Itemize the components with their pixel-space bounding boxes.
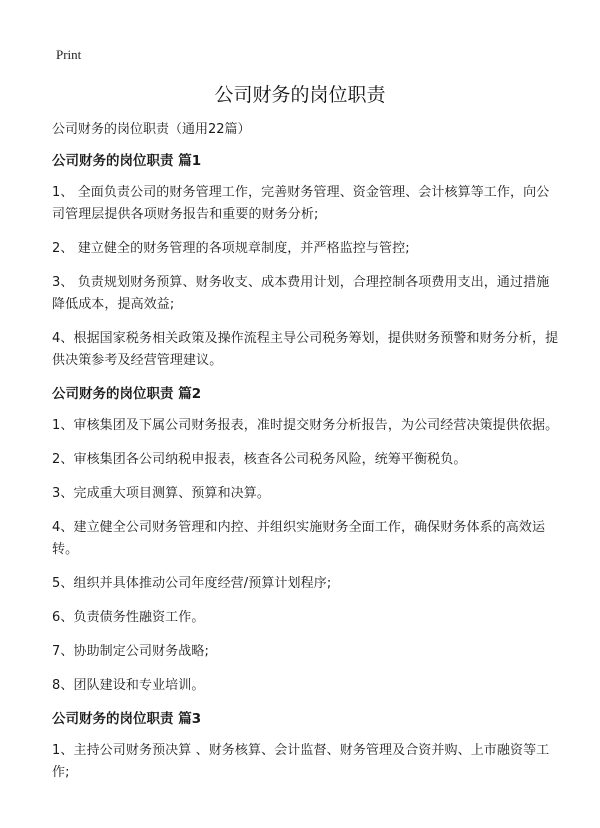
section-3 — [52, 709, 560, 784]
list-item: 2、审核集团各公司纳税申报表，核查各公司税务风险，统筹平衡税负。 — [52, 452, 467, 467]
section-heading: 公司财务的岗位职责 篇1 — [52, 153, 202, 169]
document-body — [52, 120, 560, 796]
section-heading: 公司财务的岗位职责 篇3 — [52, 711, 202, 727]
list-item: 1、主持公司财务预决算 、财务核算、会计监督、财务管理及合资并购、上市融资等工作; — [52, 743, 550, 780]
list-item: 5、组织并具体推动公司年度经营/预算计划程序; — [52, 576, 332, 591]
section-heading: 公司财务的岗位职责 篇2 — [52, 386, 202, 402]
section-1 — [52, 151, 560, 372]
page-title: 公司财务的岗位职责 — [214, 84, 386, 106]
list-item: 6、负责债务性融资工作。 — [52, 610, 205, 625]
list-item: 4、根据国家税务相关政策及操作流程主导公司税务筹划，提供财务预警和财务分析，提供决策参考及经营管理建议。 — [52, 331, 559, 368]
print-link[interactable]: Print — [56, 47, 82, 62]
section-2 — [52, 384, 560, 697]
list-item: 3、 负责规划财务预算、财务收支、成本费用计划，合理控制各项费用支出，通过措施降低成本，提高效益; — [52, 275, 550, 312]
list-item: 1、审核集团及下属公司财务报表，准时提交财务分析报告，为公司经营决策提供依据。 — [52, 418, 559, 433]
list-item: 4、建立健全公司财务管理和内控、并组织实施财务全面工作，确保财务体系的高效运转。 — [52, 520, 546, 557]
list-item: 2、 建立健全的财务管理的各项规章制度，并严格监控与管控; — [52, 241, 410, 256]
document-subtitle: 公司财务的岗位职责（通用22篇） — [52, 122, 251, 137]
list-item: 1、 全面负责公司的财务管理工作，完善财务管理、资金管理、会计核算等工作，向公司管理层提供各项财务报告和重要的财务分析; — [52, 185, 550, 222]
list-item: 8、团队建设和专业培训。 — [52, 678, 205, 693]
list-item: 3、完成重大项目测算、预算和决算。 — [52, 486, 270, 501]
list-item: 7、协助制定公司财务战略; — [52, 644, 209, 659]
